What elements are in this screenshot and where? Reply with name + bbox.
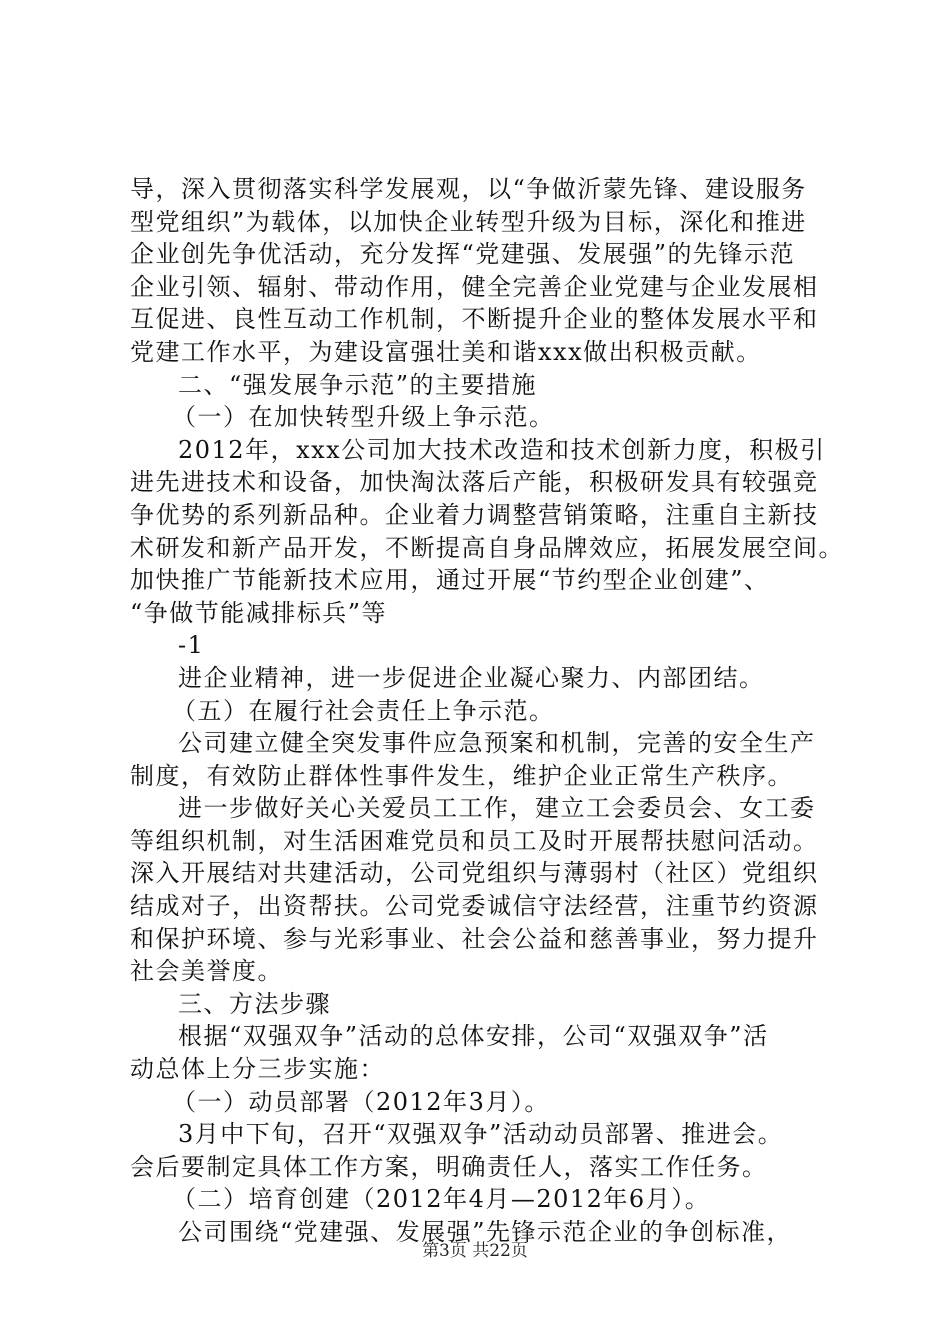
text-line: 和保护环境、参与光彩事业、社会公益和慈善事业，努力提升 [130, 924, 819, 953]
text-line: 进企业精神，进一步促进企业凝心聚力、内部团结。 [178, 663, 765, 692]
text-line: 公司建立健全突发事件应急预案和机制，完善的安全生产 [178, 729, 816, 758]
text-line: 社会美誉度。 [130, 957, 283, 986]
text-line: 会后要制定具体工作方案，明确责任人，落实工作任务。 [130, 1152, 768, 1181]
text-line: 公司围绕“党建强、发展强”先锋示范企业的争创标准， [178, 1218, 793, 1246]
text-line: 术研发和新产品开发，不断提高自身品牌效应，拓展发展空间。 [130, 533, 844, 562]
text-line: 制度，有效防止群体性事件发生，维护企业正常生产秩序。 [130, 761, 793, 790]
text-line: 加快推广节能新技术应用，通过开展“节约型企业创建”、 [130, 566, 770, 595]
text-line: 企业引领、辐射、带动作用，健全完善企业党建与企业发展相 [130, 272, 819, 301]
subsection-heading: （五）在履行社会责任上争示范。 [172, 696, 555, 725]
text-line: 根据“双强双争”活动的总体安排，公司“双强双争”活 [178, 1022, 769, 1051]
text-line: 进先进技术和设备，加快淘汰落后产能，积极研发具有较强竞 [130, 468, 819, 497]
subsection-heading: （一）在加快转型升级上争示范。 [172, 403, 555, 432]
text-line: 党建工作水平，为建设富强壮美和谐xxx做出积极贡献。 [130, 337, 762, 366]
document-body [130, 173, 844, 1249]
text-line: 结成对子，出资帮扶。公司党委诚信守法经营，注重节约资源 [130, 892, 819, 921]
text-line: 2012年，xxx公司加大技术改造和技术创新力度，积极引 [178, 435, 826, 464]
section-heading: 三、方法步骤 [178, 989, 331, 1018]
text-line: 3月中下旬，召开“双强双争”活动动员部署、推进会。 [178, 1120, 784, 1149]
subsection-heading: （二）培育创建（2012年4月—2012年6月）。 [172, 1185, 711, 1214]
text-line: 动总体上分三步实施： [130, 1055, 385, 1084]
text-line: 深入开展结对共建活动，公司党组织与薄弱村（社区）党组织 [130, 859, 819, 888]
text-line: 进一步做好关心关爱员工工作，建立工会委员会、女工委 [178, 794, 816, 823]
text-line: 导，深入贯彻落实科学发展观，以“争做沂蒙先锋、建设服务 [130, 175, 807, 203]
page-number-footer: 第3页 共22页 [422, 1241, 528, 1261]
section-heading: 二、“强发展争示范”的主要措施 [178, 370, 538, 399]
text-line: 型党组织”为载体，以加快企业转型升级为目标，深化和推进 [130, 207, 807, 236]
text-line: 等组织机制，对生活困难党员和员工及时开展帮扶慰问活动。 [130, 826, 819, 855]
text-line: 企业创先争优活动，充分发挥“党建强、发展强”的先锋示范 [130, 240, 796, 269]
subsection-heading: （一）动员部署（2012年3月）。 [172, 1087, 550, 1116]
text-line: 争优势的系列新品种。企业着力调整营销策略，注重自主新技 [130, 500, 819, 529]
text-line: 互促进、良性互动工作机制，不断提升企业的整体发展水平和 [130, 305, 819, 334]
text-line: “争做节能减排标兵”等 [130, 598, 388, 627]
page-marker: -1 [178, 631, 205, 660]
